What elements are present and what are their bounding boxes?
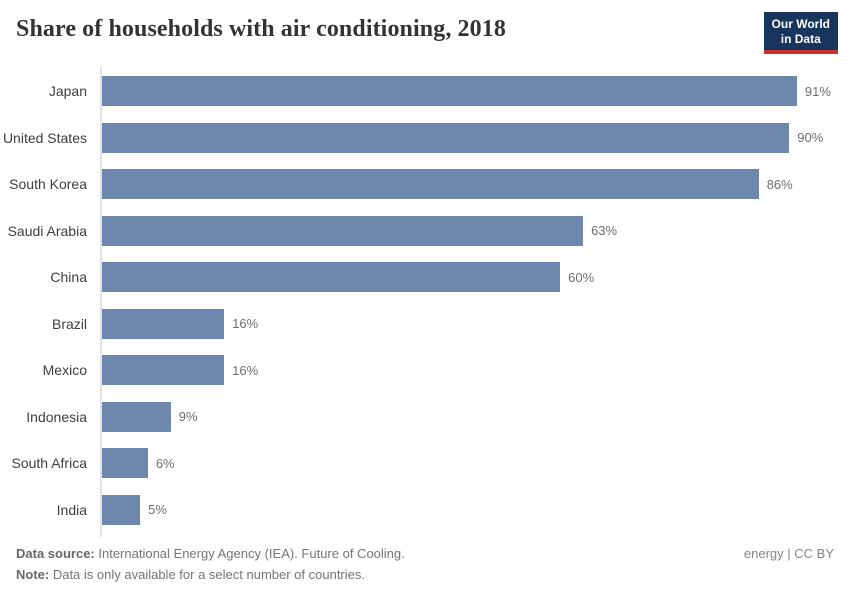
license-link[interactable]: energy | CC BY: [743, 546, 834, 561]
bar[interactable]: [102, 448, 148, 478]
note-prefix: Note:: [16, 567, 50, 582]
category-label: Brazil: [51, 315, 87, 332]
bar-track: [102, 309, 845, 339]
bar-row: [0, 347, 845, 394]
value-label: 60%: [568, 269, 595, 285]
value-label: 9%: [178, 409, 198, 425]
bar-track: [102, 169, 845, 199]
data-source-line: [16, 546, 405, 561]
bar-row: [0, 440, 845, 487]
bar[interactable]: [102, 495, 140, 525]
value-label: 86%: [766, 176, 793, 192]
bar-row: [0, 208, 845, 255]
category-label: United States: [2, 129, 87, 146]
bar[interactable]: [102, 216, 583, 246]
category-label: South Korea: [9, 176, 87, 193]
value-label: 16%: [232, 316, 259, 332]
category-label: Indonesia: [26, 408, 87, 425]
owid-logo-line1: Our World: [771, 17, 830, 31]
bar[interactable]: [102, 123, 789, 153]
note-line: [16, 567, 834, 582]
bar-row: [0, 394, 845, 441]
category-label: Japan: [48, 83, 87, 100]
bar-row: [0, 487, 845, 534]
bar-row: [0, 161, 845, 208]
bar-track: [102, 216, 845, 246]
data-source-text: International Energy Agency (IEA). Future of Cooling.: [94, 546, 405, 561]
bar[interactable]: [102, 169, 759, 199]
bar-track: [102, 495, 845, 525]
bar-track: [102, 402, 845, 432]
bar[interactable]: [102, 402, 171, 432]
category-label: India: [56, 501, 87, 518]
category-label: Saudi Arabia: [7, 222, 87, 239]
value-label: 6%: [155, 455, 175, 471]
bar-row: [0, 301, 845, 348]
bar[interactable]: [102, 309, 224, 339]
bar-track: [102, 448, 845, 478]
category-label: Mexico: [42, 362, 87, 379]
bar-row: [0, 68, 845, 115]
value-label: 5%: [148, 502, 167, 518]
value-label: 90%: [797, 130, 824, 146]
bar-track: [102, 123, 845, 153]
category-label: China: [50, 269, 87, 286]
value-label: 16%: [232, 362, 259, 378]
bar[interactable]: [102, 76, 797, 106]
bar-track: [102, 262, 845, 292]
bar-row: [0, 115, 845, 162]
owid-logo[interactable]: [764, 12, 838, 54]
value-label: 63%: [591, 223, 618, 239]
bar[interactable]: [102, 355, 224, 385]
value-label: 91%: [804, 83, 831, 99]
page-title: Share of households with air conditioning, 2018: [16, 16, 506, 42]
bar-row: [0, 254, 845, 301]
data-source-prefix: Data source:: [16, 546, 95, 561]
bar[interactable]: [102, 262, 560, 292]
owid-logo-line2: in Data: [780, 32, 821, 46]
bar-chart: [0, 68, 845, 533]
chart-footer: [16, 546, 834, 582]
bar-track: [102, 76, 845, 106]
category-label: South Africa: [11, 455, 87, 472]
bar-track: [102, 355, 845, 385]
note-text: Data is only available for a select number of countries.: [49, 567, 365, 582]
